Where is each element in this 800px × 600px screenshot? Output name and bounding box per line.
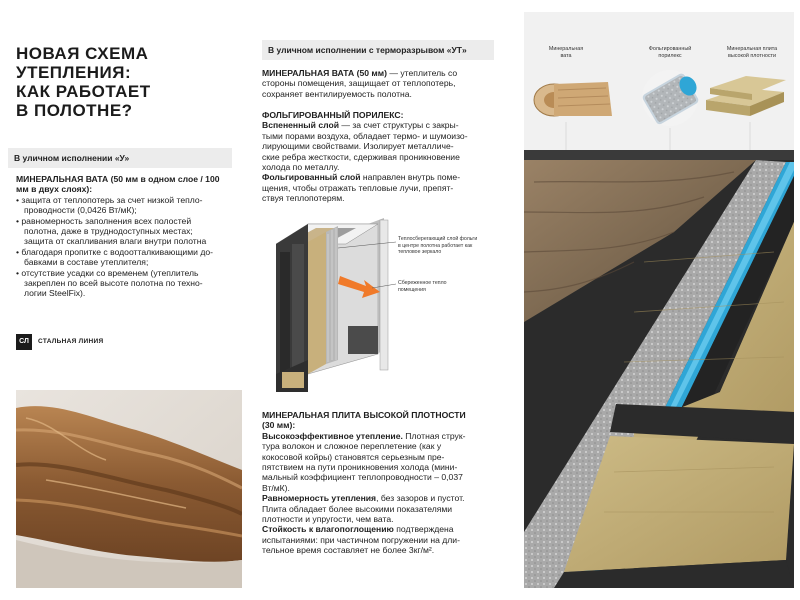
label-line: вата — [560, 52, 572, 59]
bullet-line: полотна, даже в труднодоступных местах; — [24, 226, 193, 237]
wool-description — [16, 174, 226, 299]
bullet-line: защита от скапливания влаги внутри полотна — [24, 236, 207, 247]
label-mineral-wool — [530, 46, 602, 59]
text-line: Высокоэффективное утепление. Плотная струк- — [262, 430, 466, 441]
plate-heading: (30 мм): — [262, 420, 296, 431]
door-cross-section-diagram — [268, 214, 398, 394]
callout-line: тепловое зеркало — [398, 249, 442, 256]
section-header-u: В уличном исполнении «У» — [8, 148, 232, 168]
wool-roll-sample — [534, 82, 612, 116]
title-line: В ПОЛОТНЕ? — [16, 101, 133, 120]
text-line: пятствием на пути проникновения холода (мини- — [262, 462, 458, 473]
mineral-wool-photo — [16, 390, 242, 588]
text-line: Вт/мК). — [262, 482, 290, 493]
text-line: Равномерность утепления, без зазоров и пустот. — [262, 493, 465, 504]
bullet-line: • благодаря пропитке с водоотталкивающими до- — [16, 246, 213, 257]
logo-mark: СЛ — [16, 334, 32, 350]
bullet-line: проводности (0,0426 Вт/мК); — [24, 205, 137, 216]
bullet-line: • защита от теплопотерь за счет низкой тепло- — [16, 194, 203, 205]
callout-line: в центре полотна работает как — [398, 242, 473, 249]
label-line: высокой плотности — [727, 52, 777, 59]
text-line: стороны помещения, защищает от теплопотерь, — [262, 78, 456, 89]
mineral-plate-description — [262, 410, 494, 556]
text-line: Стойкость к влагопоглощению подтверждена — [262, 524, 454, 535]
text-line: Плита обладает более высокими показателями — [262, 503, 453, 514]
bullet-line: бавками в составе утеплителя; — [24, 257, 149, 268]
label-line: Минеральная плита — [726, 46, 778, 52]
label-line: Фольгированный — [648, 46, 692, 52]
text-line: Фольгированный слой направлен внутрь поме- — [262, 172, 461, 183]
bullet-line: логии SteelFix). — [24, 288, 86, 299]
text-line: тельное время составляет не более 3кг/м². — [262, 545, 435, 556]
text-line: тыми порами воздуха, обладает термо- и шумоизо- — [262, 130, 468, 141]
porilex-description — [262, 110, 494, 204]
text-line: лирующими свойствами. Изолирует металличе- — [262, 141, 454, 152]
wool-heading: МИНЕРАЛЬНАЯ ВАТА (50 мм в одном слое / 100 мм в двух слоях): — [16, 174, 220, 195]
layered-door-illustration — [524, 12, 794, 588]
bullet-line: • отсутствие усадки со временем (утеплитель — [16, 267, 199, 278]
text-line: щения, чтобы отражать тепловые лучи, препят- — [262, 182, 454, 193]
porilex-heading: ФОЛЬГИРОВАННЫЙ ПОРИЛЕКС: — [262, 110, 404, 120]
label-foil-porilex — [630, 46, 710, 59]
label-line: порилекс — [658, 52, 682, 59]
callout-line: помещения — [398, 286, 426, 293]
text-line: ские ребра жесткости, сдерживая проникновение — [262, 151, 460, 162]
text-line: МИНЕРАЛЬНАЯ ВАТА (50 мм) — утеплитель со — [262, 68, 458, 78]
label-line: Минеральная — [548, 46, 584, 52]
wool-ut-description — [262, 68, 494, 99]
callout-line: Теплосберегающий слой фольги — [398, 236, 478, 242]
text-line: тура волокон и сложное переплетение (как у — [262, 441, 442, 452]
title-line: УТЕПЛЕНИЯ: — [16, 63, 132, 82]
text-line: плотности и упругости, чем вата. — [262, 514, 394, 525]
page-title — [16, 44, 216, 120]
bullet-line: • равномерность заполнения всех полостей — [16, 215, 192, 226]
text-line: холода по металлу. — [262, 162, 340, 173]
title-line: КАК РАБОТАЕТ — [16, 82, 151, 101]
text-line: испытаниями: при частичном погружении на дли- — [262, 534, 460, 545]
logo-text: СТАЛЬНАЯ ЛИНИЯ — [38, 338, 104, 345]
label-mineral-plate — [712, 46, 792, 59]
callout-foil-mirror — [398, 236, 498, 256]
section-header-ut: В уличном исполнении с терморазрывом «УТ» — [262, 40, 494, 60]
text-line: ствуя теплопотерям. — [262, 193, 345, 204]
text-line: кокосовой койры) становятся серьезным пре- — [262, 451, 445, 462]
bullet-line: закреплен по всей высоте полотна по техно- — [24, 278, 203, 289]
text-line: мальный коэффициент теплопроводности – 0,037 — [262, 472, 463, 483]
text-line: сохраняет вентилируемость полотна. — [262, 88, 412, 99]
title-line: НОВАЯ СХЕМА — [16, 44, 149, 63]
callout-line: Сбереженное тепло — [398, 280, 447, 286]
callout-saved-heat — [398, 280, 498, 293]
text-line: Вспененный слой — за счет структуры с закры- — [262, 120, 459, 131]
plate-heading: МИНЕРАЛЬНАЯ ПЛИТА ВЫСОКОЙ ПЛОТНОСТИ — [262, 410, 466, 420]
